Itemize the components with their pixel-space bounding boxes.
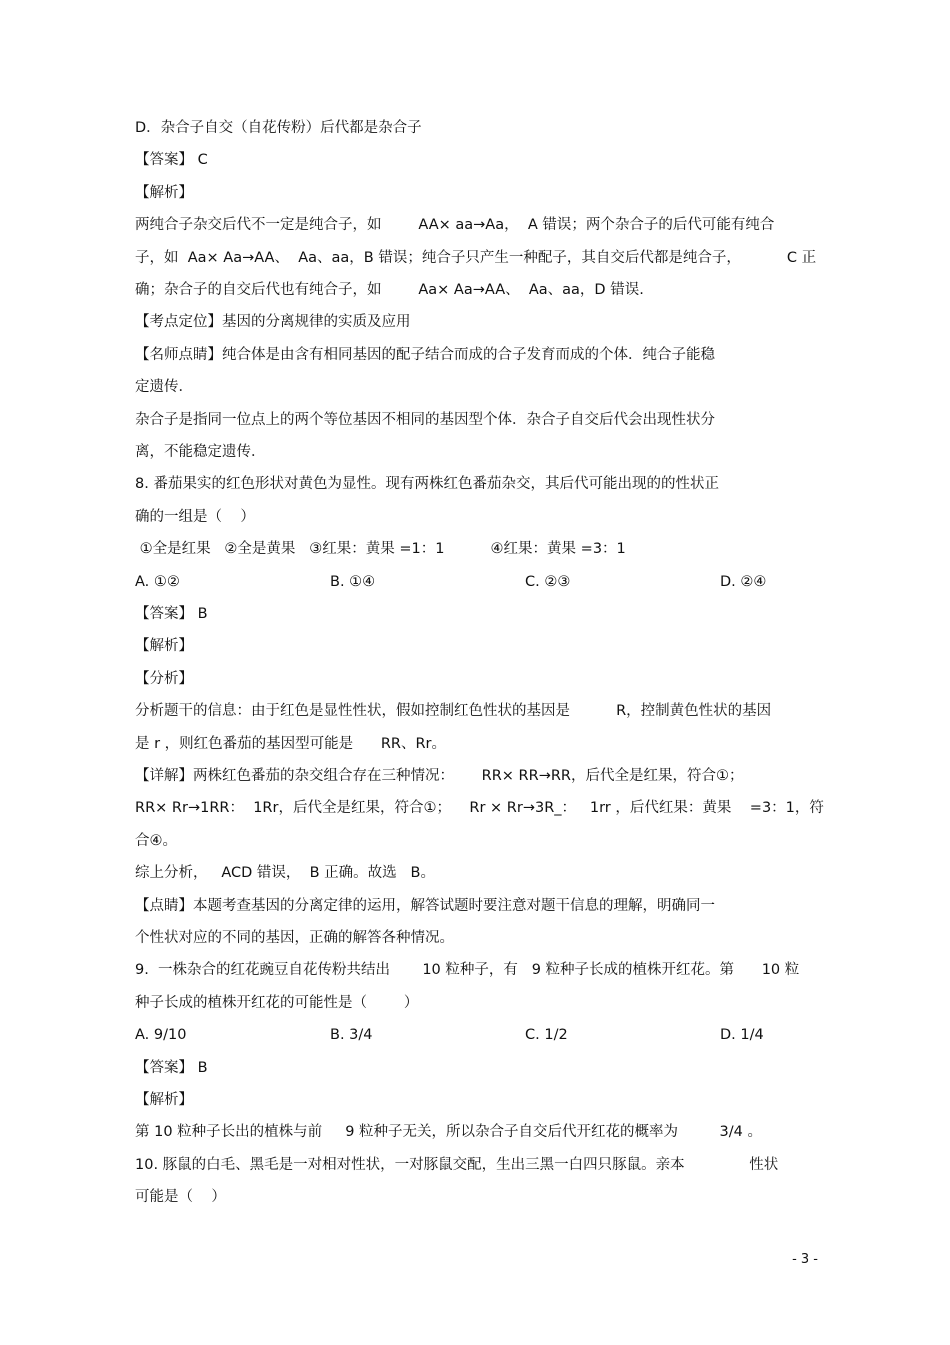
text-line: 个性状对应的不同的基因，正确的解答各种情况。 bbox=[135, 930, 454, 946]
text-line: 【解析】 bbox=[135, 184, 193, 201]
text-line: 9. 一株杂合的红花豌豆自花传粉共结出 10 粒种子，有 9 粒种子长成的植株开红花。第 10 粒 bbox=[135, 962, 800, 979]
option-q9_options-2: C. 1/2 bbox=[525, 1027, 568, 1044]
text-line: 【答案】 B bbox=[135, 1059, 208, 1076]
text-line: 子，如 Aa× Aa→AA、 Aa、aa，B 错误；纯合子只产生一种配子，其自交后代都是纯合子， C 正 bbox=[135, 249, 817, 266]
text-line: 分析题干的信息：由于红色是显性性状，假如控制红色性状的基因是 R，控制黄色性状的基因 bbox=[135, 703, 772, 720]
text-line: 10. 豚鼠的白毛、黑毛是一对相对性状，一对豚鼠交配，生出三黑一白四只豚鼠。亲本 性状 bbox=[135, 1156, 779, 1173]
text-line: 种子长成的植株开红花的可能性是（ ） bbox=[135, 994, 419, 1011]
text-line: 综上分析， ACD 错误， B 正确。故选 B。 bbox=[135, 865, 435, 882]
text-line: 确的一组是（ ） bbox=[135, 508, 255, 525]
text-line: 【考点定位】基因的分离规律的实质及应用 bbox=[135, 314, 411, 331]
text-line: 【答案】 C bbox=[135, 152, 208, 169]
option-q8_options-2: C. ②③ bbox=[525, 573, 571, 590]
text-line: 【答案】 B bbox=[135, 606, 208, 622]
option-q9_options-3: D. 1/4 bbox=[720, 1027, 764, 1044]
text-line: ①全是红果 ②全是黄果 ③红果：黄果 =1：1 ④红果：黄果 =3：1 bbox=[135, 541, 626, 558]
text-line: 【分析】 bbox=[135, 670, 193, 687]
text-line: 合④。 bbox=[135, 832, 177, 849]
option-q9_options-0: A. 9/10 bbox=[135, 1027, 187, 1044]
text-line: 【解析】 bbox=[135, 638, 193, 655]
option-q8_options-0: A. ①② bbox=[135, 573, 180, 590]
text-line: RR× Rr→1RR： 1Rr，后代全是红果，符合①； Rr × Rr→3R_： 1rr ，后代红果：黄果 =3：1，符 bbox=[135, 800, 824, 817]
text-line: 【详解】两株红色番茄的杂交组合存在三种情况： RR× RR→RR，后代全是红果，符合①； bbox=[135, 768, 744, 784]
text-line: 第 10 粒种子长出的植株与前 9 粒种子无关，所以杂合子自交后代开红花的概率为 3/4 。 bbox=[135, 1124, 762, 1141]
text-line: 可能是（ ） bbox=[135, 1189, 226, 1206]
option-q9_options-1: B. 3/4 bbox=[330, 1027, 373, 1044]
text-line: 杂合子是指同一位点上的两个等位基因不相同的基因型个体．杂合子自交后代会出现性状分 bbox=[135, 411, 715, 428]
text-line: 两纯合子杂交后代不一定是纯合子，如 AA× aa→Aa， A 错误；两个杂合子的后代可能有纯合 bbox=[135, 217, 775, 234]
text-line: 离，不能稳定遗传． bbox=[135, 444, 266, 460]
text-line: 定遗传． bbox=[135, 379, 193, 396]
text-line: 【名师点睛】纯合体是由含有相同基因的配子结合而成的合子发育而成的个体．纯合子能稳 bbox=[135, 346, 715, 363]
page-number: - 3 - bbox=[792, 1252, 818, 1267]
text-line: D．杂合子自交（自花传粉）后代都是杂合子 bbox=[135, 120, 422, 136]
text-line: 确；杂合子的自交后代也有纯合子，如 Aa× Aa→AA、 Aa、aa，D 错误. bbox=[135, 282, 644, 298]
text-line: 是 r ，则红色番茄的基因型可能是 RR、Rr。 bbox=[135, 735, 447, 752]
option-q8_options-1: B. ①④ bbox=[330, 573, 376, 590]
text-line: 8. 番茄果实的红色形状对黄色为显性。现有两株红色番茄杂交，其后代可能出现的的性状正 bbox=[135, 476, 719, 493]
text-line: 【解析】 bbox=[135, 1092, 193, 1108]
option-q8_options-3: D. ②④ bbox=[720, 573, 767, 590]
text-line: 【点睛】本题考查基因的分离定律的运用，解答试题时要注意对题干信息的理解，明确同一 bbox=[135, 897, 715, 914]
